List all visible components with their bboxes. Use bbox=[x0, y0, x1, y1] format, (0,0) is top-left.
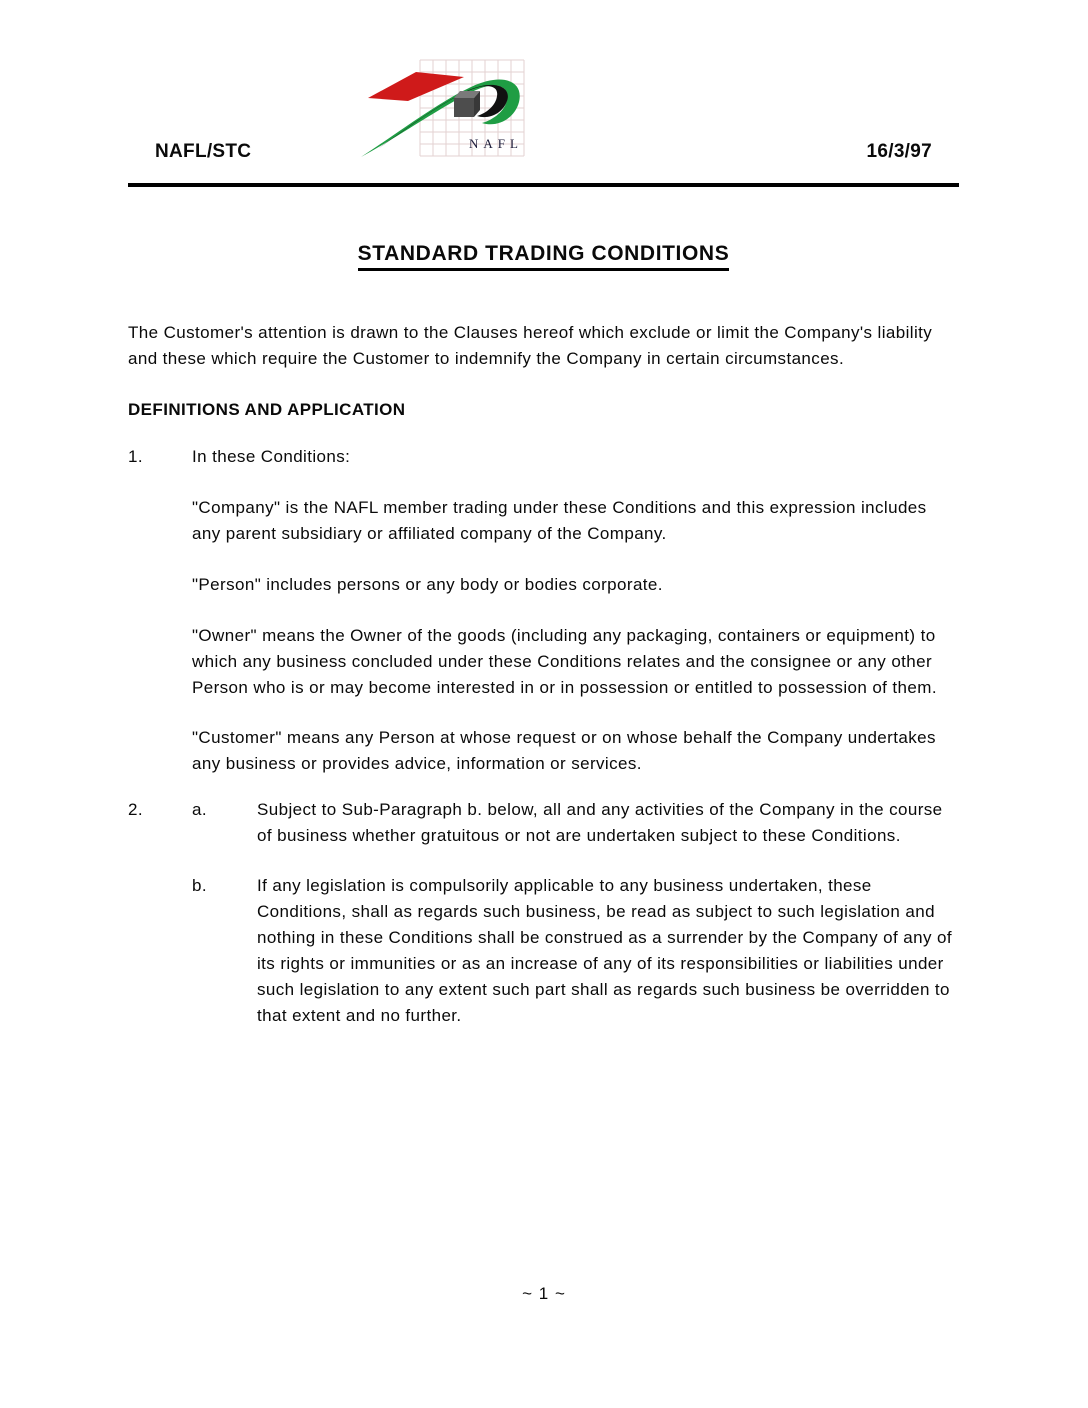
subclause-b bbox=[192, 873, 959, 1029]
subclause-a bbox=[192, 797, 959, 849]
definition-owner: "Owner" means the Owner of the goods (including any packaging, containers or equipment) to which any business concluded under these Conditions relates and the consignee or any other Person who is or may become interested in or in possession or entitled to possession of them. bbox=[192, 626, 937, 697]
doc-ref: NAFL/STC bbox=[155, 141, 252, 162]
definition-company: "Company" is the NAFL member trading under these Conditions and this expression includes any parent subsidiary or affiliated company of the Company. bbox=[192, 498, 927, 543]
nafl-logo-graphic bbox=[357, 58, 527, 168]
clause-2 bbox=[128, 797, 959, 1029]
page-number: ~ 1 ~ bbox=[522, 1284, 566, 1303]
document-title: STANDARD TRADING CONDITIONS bbox=[358, 241, 730, 271]
document-body bbox=[128, 187, 959, 1029]
definition-customer: "Customer" means any Person at whose request or on whose behalf the Company undertakes any business or provides advice, information or services. bbox=[192, 728, 936, 773]
subclause-b-letter: b. bbox=[192, 876, 207, 895]
subclause-a-letter: a. bbox=[192, 800, 207, 819]
clause-1-number: 1. bbox=[128, 447, 143, 466]
section-heading: DEFINITIONS AND APPLICATION bbox=[128, 400, 406, 419]
logo-cube-icon bbox=[454, 91, 480, 117]
intro-paragraph: The Customer's attention is drawn to the Clauses hereof which exclude or limit the Company's liability and these which require the Customer to indemnify the Company in certain circumstances. bbox=[128, 323, 933, 368]
nafl-logo bbox=[357, 58, 527, 168]
logo-wordmark: NAFL bbox=[469, 136, 523, 151]
clause-2-number: 2. bbox=[128, 800, 143, 819]
clause-1 bbox=[128, 444, 959, 777]
clause-1-body bbox=[192, 444, 959, 777]
clause-2-body bbox=[192, 797, 959, 1029]
subclause-b-text: If any legislation is compulsorily applicable to any business undertaken, these Conditions, shall as regards such business, be read as subject to such legislation and nothing in these Conditions shall be construed as a surrender by the Company of any of its rights or immunities or as an increase of any of its responsibilities or liabilities under such legislation to any extent such part shall as regards such business be overridden to that extent and no further. bbox=[257, 876, 952, 1025]
title-container bbox=[128, 241, 959, 271]
logo-red-flag-icon bbox=[368, 72, 464, 101]
definition-person: "Person" includes persons or any body or bodies corporate. bbox=[192, 575, 663, 594]
clause-1-text: In these Conditions: bbox=[192, 447, 351, 466]
doc-date: 16/3/97 bbox=[866, 141, 932, 162]
subclause-a-text: Subject to Sub-Paragraph b. below, all and any activities of the Company in the course of business whether gratuitous or not are undertaken subject to these Conditions. bbox=[257, 800, 943, 845]
